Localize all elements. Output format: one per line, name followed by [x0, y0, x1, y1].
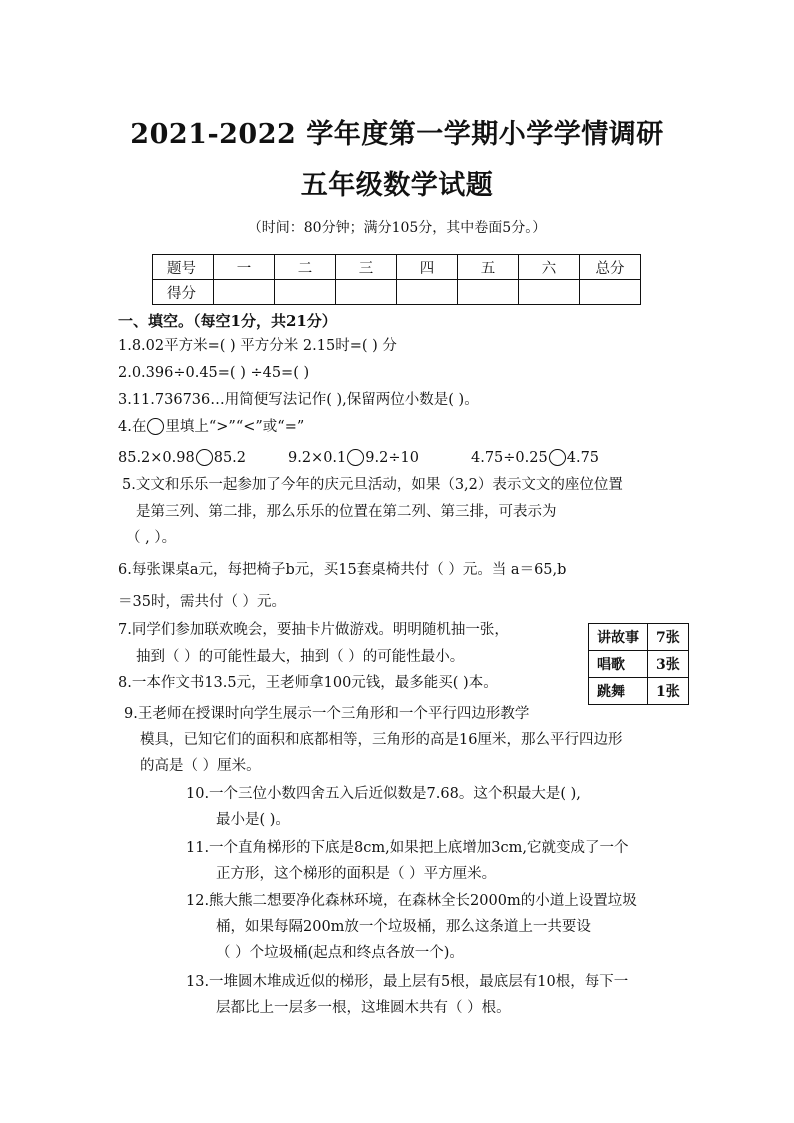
- exam-subtitle-title: 五年级数学试题: [300, 170, 494, 201]
- card-name: 讲故事: [589, 624, 648, 651]
- card-count: 3张: [648, 651, 689, 678]
- score-cell: [275, 280, 336, 305]
- card-name: 跳舞: [589, 678, 648, 705]
- question-13-line-1: 13.一堆圆木堆成近似的梯形，最上层有5根，最底层有10根，每下一: [186, 974, 629, 990]
- score-cell: [519, 280, 580, 305]
- exam-time-info: （时间：80分钟；满分105分，其中卷面5分。）: [247, 220, 547, 236]
- card-table: [588, 623, 689, 705]
- circle-icon: [347, 449, 364, 466]
- question-4-items: [471, 448, 599, 468]
- question-11-line-1: 11.一个直角梯形的下底是8cm,如果把上底增加3cm,它就变成了一个: [186, 840, 629, 856]
- question-5-line-2: 是第三列、第二排，那么乐乐的位置在第二列、第三排，可表示为: [136, 504, 557, 520]
- question-6-line-2: ＝35时，需共付（ ）元。: [118, 594, 287, 610]
- score-table-col-2: 二: [275, 255, 336, 280]
- question-10-line-2: 最小是( )。: [216, 812, 290, 828]
- section-heading: 一、填空。（每空1分，共21分）: [118, 312, 337, 330]
- score-table-row-label: 得分: [153, 280, 214, 305]
- score-table-header-row: [153, 255, 641, 280]
- score-table-col-6: 六: [519, 255, 580, 280]
- question-9-line-1: 9.王老师在授课时向学生展示一个三角形和一个平行四边形教学: [124, 706, 530, 722]
- score-cell: [580, 280, 641, 305]
- question-13-line-2: 层都比上一层多一根，这堆圆木共有（ ）根。: [216, 1000, 511, 1016]
- score-cell: [458, 280, 519, 305]
- circle-icon: [147, 418, 164, 435]
- question-6-line-1: 6.每张课桌a元，每把椅子b元，买15套桌椅共付（ ）元。当 a＝65,b: [118, 562, 567, 578]
- question-4: [118, 417, 304, 437]
- score-cell: [397, 280, 458, 305]
- question-5-line-1: 5.文文和乐乐一起参加了今年的庆元旦活动，如果（3,2）表示文文的座位位置: [122, 477, 623, 493]
- question-7-line-2: 抽到（ ）的可能性最大，抽到（ ）的可能性最小。: [136, 649, 465, 665]
- compare-right-3: 4.75: [566, 450, 600, 466]
- card-row: [589, 678, 689, 705]
- card-count: 1张: [648, 678, 689, 705]
- compare-right-2: 9.2÷10: [365, 450, 419, 466]
- compare-left-3: 4.75÷0.25: [471, 450, 548, 466]
- card-row: [589, 651, 689, 678]
- question-8: 8.一本作文书13.5元，王老师拿100元钱，最多能买( )本。: [118, 675, 498, 691]
- question-12-line-3: （ ）个垃圾桶(起点和终点各放一个)。: [216, 945, 464, 961]
- card-name: 唱歌: [589, 651, 648, 678]
- question-4-items: [118, 448, 246, 468]
- compare-right-1: 85.2: [213, 450, 247, 466]
- question-12-line-2: 桶，如果每隔200m放一个垃圾桶，那么这条道上一共要设: [216, 919, 591, 935]
- question-10-line-1: 10.一个三位小数四舍五入后近似数是7.68。这个积最大是( ),: [186, 786, 581, 802]
- question-5-line-3: （ , ）。: [126, 530, 177, 546]
- compare-left-2: 9.2×0.1: [288, 450, 347, 466]
- score-table-col-1: 一: [214, 255, 275, 280]
- score-table-row-label: 题号: [153, 255, 214, 280]
- circle-icon: [196, 449, 213, 466]
- question-4-prefix: 4.在: [118, 419, 147, 435]
- score-table-col-total: 总分: [580, 255, 641, 280]
- score-table-col-5: 五: [458, 255, 519, 280]
- question-9-line-2: 模具，已知它们的面积和底都相等，三角形的高是16厘米，那么平行四边形: [140, 732, 623, 748]
- question-11-line-2: 正方形，这个梯形的面积是（ ）平方厘米。: [216, 866, 497, 882]
- compare-left-1: 85.2×0.98: [118, 450, 195, 466]
- question-3: 3.11.736736…用简便写法记作( ),保留两位小数是( )。: [118, 392, 479, 408]
- score-cell: [336, 280, 397, 305]
- question-4-instruction: 里填上“>”“<”或“=”: [165, 419, 305, 435]
- question-1: 1.8.02平方米=( ) 平方分米 2.15时=( ) 分: [118, 338, 397, 354]
- exam-title: 2021-2022 学年度第一学期小学学情调研: [130, 119, 664, 150]
- question-9-line-3: 的高是（ ）厘米。: [140, 758, 261, 774]
- card-row: [589, 624, 689, 651]
- question-2: 2.0.396÷0.45=( ) ÷45=( ): [118, 365, 310, 381]
- score-cell: [214, 280, 275, 305]
- score-table-col-3: 三: [336, 255, 397, 280]
- card-count: 7张: [648, 624, 689, 651]
- score-table-col-4: 四: [397, 255, 458, 280]
- question-7-line-1: 7.同学们参加联欢晚会，要抽卡片做游戏。明明随机抽一张，: [118, 622, 509, 638]
- question-12-line-1: 12.熊大熊二想要净化森林环境，在森林全长2000m的小道上设置垃圾: [186, 893, 637, 909]
- score-table-score-row: [153, 280, 641, 305]
- circle-icon: [549, 449, 566, 466]
- question-4-items: [288, 448, 419, 468]
- score-table: [152, 254, 641, 305]
